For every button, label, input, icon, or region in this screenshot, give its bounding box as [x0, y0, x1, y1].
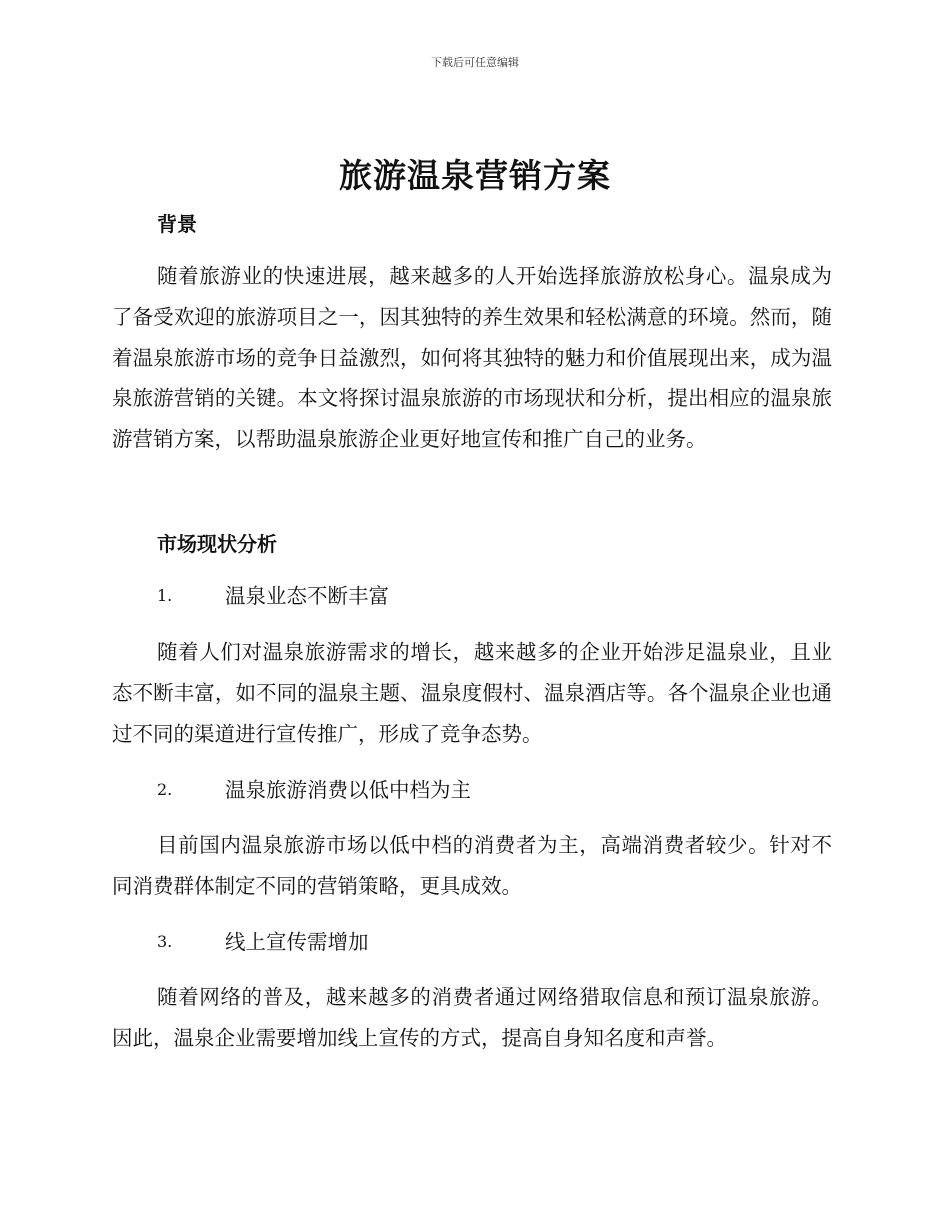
list-item-title: 线上宣传需增加	[225, 930, 369, 954]
section-heading-market-analysis: 市场现状分析	[157, 532, 277, 556]
list-item-title: 温泉业态不断丰富	[225, 584, 389, 608]
item-3-paragraph: 随着网络的普及，越来越多的消费者通过网络猎取信息和预订温泉旅游。因此，温泉企业需要增加线上宣传的方式，提高自身知名度和声誉。	[112, 985, 832, 1050]
item-2-paragraph: 目前国内温泉旅游市场以低中档的消费者为主，高端消费者较少。针对不同消费群体制定不同的营销策略，更具成效。	[112, 833, 832, 898]
section-heading-background: 背景	[157, 212, 197, 236]
list-number: 1.	[157, 586, 173, 605]
list-number: 2.	[157, 780, 173, 799]
list-number: 3.	[157, 932, 173, 951]
header-note: 下载后可任意编辑	[431, 56, 519, 69]
item-1-paragraph: 随着人们对温泉旅游需求的增长，越来越多的企业开始涉足温泉业，且业态不断丰富，如不同的温泉主题、温泉度假村、温泉酒店等。各个温泉企业也通过不同的渠道进行宣传推广，形成了竞争态势。	[112, 640, 832, 746]
document-title: 旅游温泉营销方案	[339, 156, 611, 195]
background-paragraph: 随着旅游业的快速进展，越来越多的人开始选择旅游放松身心。温泉成为了备受欢迎的旅游项目之一，因其独特的养生效果和轻松满意的环境。然而，随着温泉旅游市场的竞争日益激烈，如何将其独特的魅力和价值展现出来，成为温泉旅游营销的关键。本文将探讨温泉旅游的市场现状和分析，提出相应的温泉旅游营销方案，以帮助温泉旅游企业更好地宣传和推广自己的业务。	[112, 264, 832, 452]
list-item-title: 温泉旅游消费以低中档为主	[225, 778, 471, 802]
